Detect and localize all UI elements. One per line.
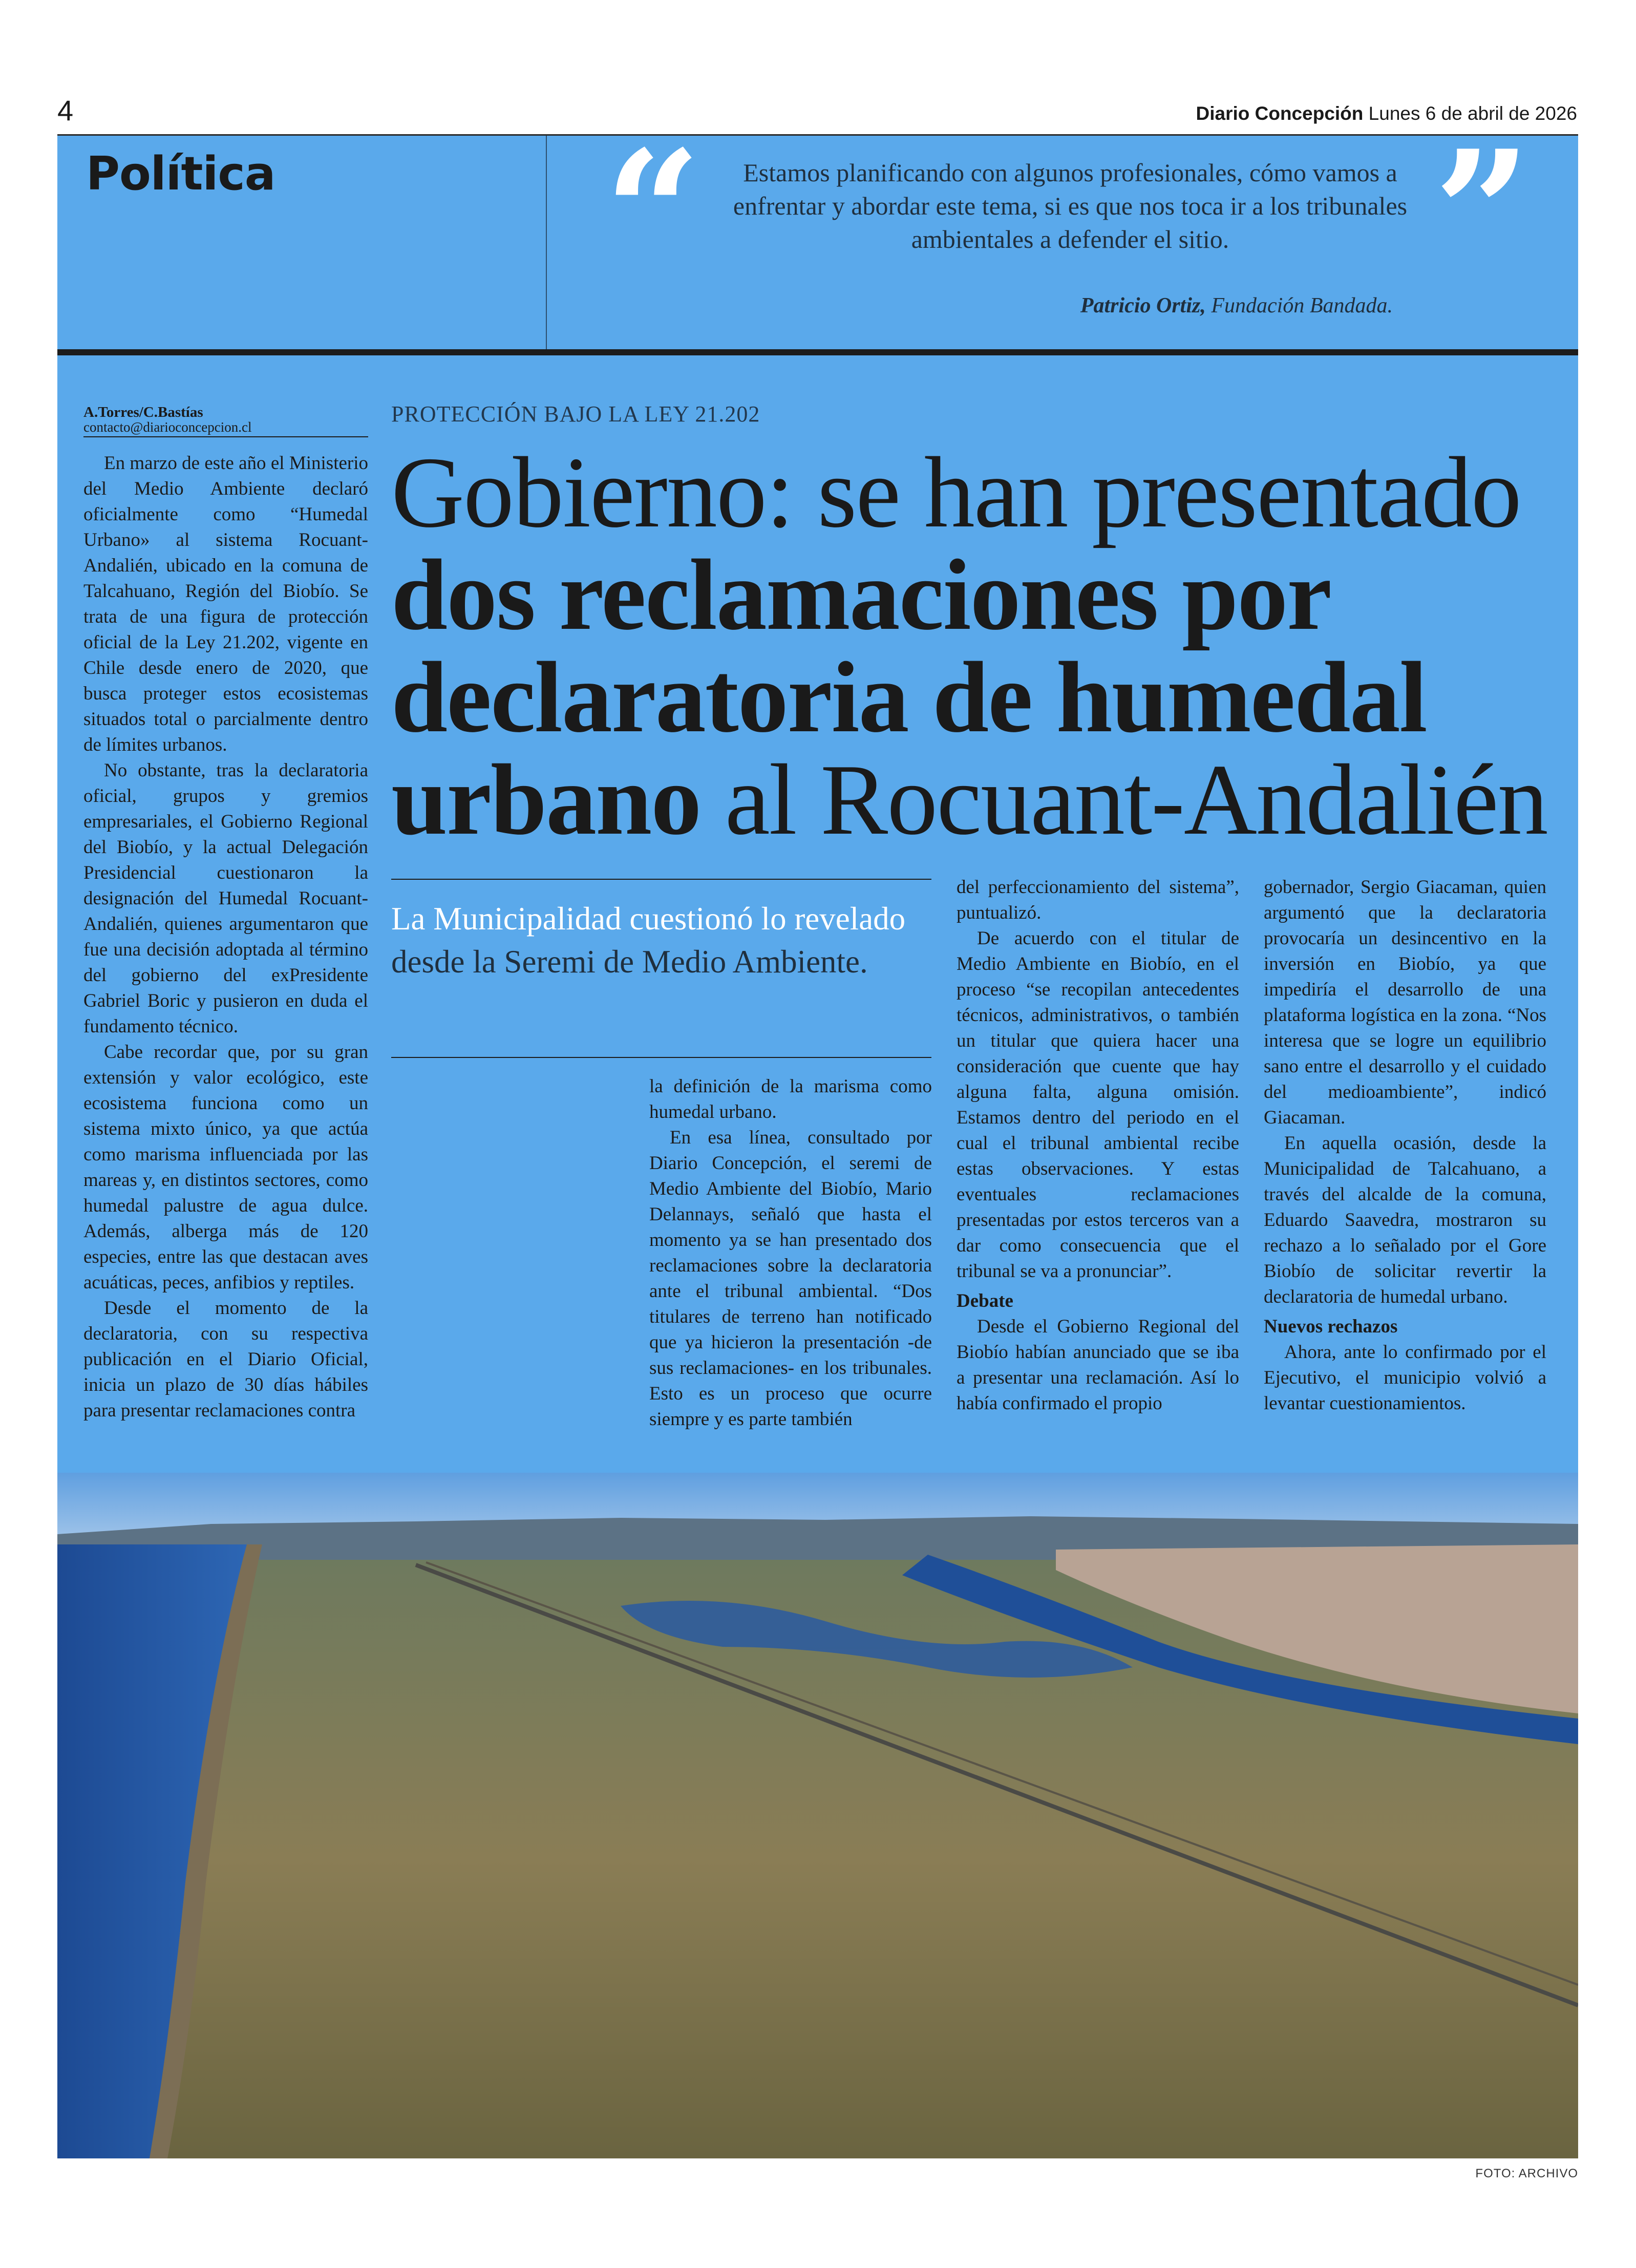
paragraph: gobernador, Sergio Giacaman, quien argumentó que la declaratoria provocaría un desincentivo en la inversión en Biobío, ya que impediría el desarrollo de una plataforma logística en la zona. “Nos interesa que se logre un equilibrio sano entre el desarrollo y el cuidado del medioambiente”, indicó Giacaman. xyxy=(1264,877,1546,1128)
article-column-4 xyxy=(1264,875,1546,1416)
article-column-3 xyxy=(957,875,1239,1416)
deck-rest: desde la Seremi de Medio Ambiente. xyxy=(391,944,868,980)
byline xyxy=(83,405,368,434)
article-deck xyxy=(391,897,931,983)
byline-rule xyxy=(83,436,368,437)
header-separator xyxy=(546,136,547,351)
close-quote-icon: ” xyxy=(1434,113,1531,312)
paragraph: En aquella ocasión, desde la Municipalidad de Talcahuano, a través del alcalde de la comuna, Eduardo Saavedra, mostraron su rechazo a lo señalado por el Gore Biobío de solicitar revertir la declaratoria de humedal urbano. xyxy=(1264,1133,1546,1307)
newspaper-name: Diario Concepción xyxy=(1196,103,1364,124)
paragraph: Desde el Gobierno Regional del Biobío habían anunciado que se iba a presentar una reclamación. Así lo había confirmado el propio xyxy=(957,1316,1239,1414)
paragraph: No obstante, tras la declaratoria oficial, grupos y gremios empresariales, el Gobierno Regional del Biobío, y la actual Delegación Presidencial cuestionaron la designación del Humedal Rocuant-Andalién, quienes argumentaron que fue una decisión adoptada al término del gobierno del exPresidente Gabriel Boric y pusieron en duda el fundamento técnico. xyxy=(83,760,368,1037)
article-kicker: PROTECCIÓN BAJO LA LEY 21.202 xyxy=(391,401,760,427)
pull-quote-attribution xyxy=(717,293,1393,319)
paragraph: la definición de la marisma como humedal urbano. xyxy=(649,1076,932,1122)
deck-rule xyxy=(391,879,931,880)
paragraph: En esa línea, consultado por Diario Concepción, el seremi de Medio Ambiente del Biobío, Mario Delannays, señaló que hasta el momento ya se han presentado dos reclamaciones sobre la declaratoria ante el tribunal ambiental. “Dos titulares de terreno han notificado que ya hicieron la presentación -de sus reclamaciones- en los tribunales. Esto es un proceso que ocurre siempre y es parte también xyxy=(649,1127,932,1430)
paragraph: Ahora, ante lo confirmado por el Ejecutivo, el municipio volvió a levantar cuestionamientos. xyxy=(1264,1342,1546,1414)
aerial-wetland-photo xyxy=(57,1473,1578,2158)
deck-lead: La Municipalidad cuestionó lo revelado xyxy=(391,901,906,937)
byline-authors: A.Torres/C.Bastías xyxy=(83,404,203,420)
section-title: Política xyxy=(86,147,275,201)
subheading: Nuevos rechazos xyxy=(1264,1316,1398,1337)
header-rule xyxy=(57,349,1578,355)
headline-part: al Rocuant-Andalién xyxy=(725,744,1547,856)
photo-credit: FOTO: ARCHIVO xyxy=(1475,2167,1578,2180)
pull-quote-text: Estamos planificando con algunos profesionales, cómo vamos a enfrentar y abordar este tema, si es que nos toca ir a los tribunales ambientales a defender el sitio. xyxy=(733,158,1408,253)
subheading: Debate xyxy=(957,1290,1013,1311)
byline-email: contacto@diarioconcepcion.cl xyxy=(83,419,252,435)
quote-author: Patricio Ortiz, xyxy=(1080,294,1206,317)
paragraph: Cabe recordar que, por su gran extensión y valor ecológico, este ecosistema funciona como un sistema mixto único, ya que actúa como marisma influenciada por las mareas y, en distintos sectores, como humedal palustre de agua dulce. Además, alberga más de 120 especies, entre las que destacan aves acuáticas, peces, anfibios y reptiles. xyxy=(83,1042,368,1293)
paragraph: Desde el momento de la declaratoria, con su respectiva publicación en el Diario Oficial, inicia un plazo de 30 días hábiles para presentar reclamaciones contra xyxy=(83,1298,368,1421)
paragraph: del perfeccionamiento del sistema”, puntualizó. xyxy=(957,877,1239,923)
page-number: 4 xyxy=(57,94,74,126)
headline-part: dos reclamaciones por xyxy=(391,539,1331,651)
headline-part: declaratoria de humedal xyxy=(391,641,1427,753)
quote-organization: Fundación Bandada. xyxy=(1211,294,1393,317)
deck-rule xyxy=(391,1057,931,1058)
open-quote-icon: “ xyxy=(604,113,702,312)
headline-part: Gobierno: se han presentado xyxy=(391,436,1521,548)
article-headline xyxy=(391,436,1569,856)
paragraph: En marzo de este año el Ministerio del Medio Ambiente declaró oficialmente como “Humedal Urbano» al sistema Rocuant-Andalién, ubicado en la comuna de Talcahuano, Región del Biobío. Se trata de una figura de protección oficial de la Ley 21.202, vigente en Chile desde enero de 2020, que busca proteger estos ecosistemas situados total o parcialmente dentro de límites urbanos. xyxy=(83,453,368,755)
headline-part: urbano xyxy=(391,744,701,856)
article-column-1 xyxy=(83,451,368,1424)
paragraph: De acuerdo con el titular de Medio Ambiente en Biobío, en el proceso “se recopilan antecedentes técnicos, administrativos, o también un titular que quiera hacer una consideración que cuente que hay alguna falta, alguna omisión. Estamos dentro del periodo en el cual el tribunal ambiental recibe estas observaciones. Y estas eventuales reclamaciones presentadas por estos terceros van a dar como consecuencia que el tribunal se va a pronunciar”. xyxy=(957,928,1239,1282)
article-column-2 xyxy=(649,1074,932,1432)
issue-date: Lunes 6 de abril de 2026 xyxy=(1368,103,1577,124)
